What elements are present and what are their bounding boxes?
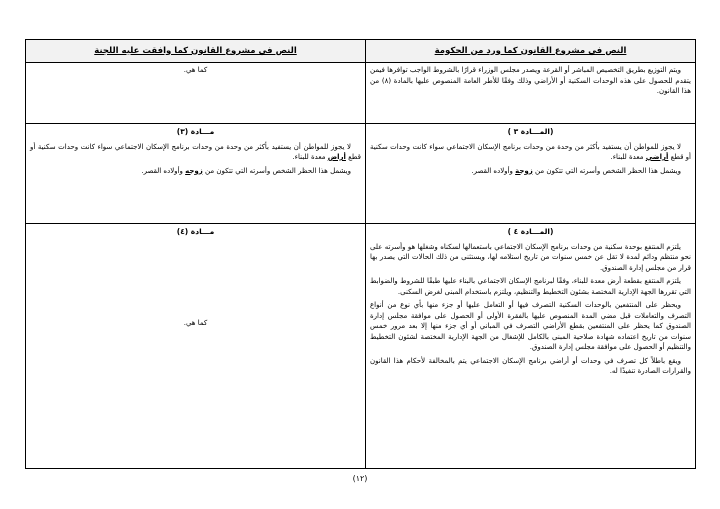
article4-gov-para2: يلتزم المنتفع بقطعة أرض معدة للبناء، وفقًا لبرنامج الإسكان الاجتماعي بالبناء عليها طبقًا للشروط والضوابط التي تقررها الجهة الإدارية المختصة بشئون التخطيط والتنظيم، ويلتزم باستخدام المبنى لغرض السكنى. [370, 277, 691, 296]
row1-committee-text: كما هي. [183, 66, 208, 74]
header-government-text: النص في مشروع القانون كما ورد من الحكومة [366, 40, 696, 63]
article4-com-title: مـــادة (٤) [176, 227, 215, 236]
table-row [26, 124, 696, 224]
table-row [26, 63, 696, 124]
row3-committee-cell [26, 224, 366, 469]
row1-government-text: ويتم التوزيع بطريق التخصيص المباشر أو القرعة ويصدر مجلس الوزراء قرارًا بالشروط الواجب توافرها فيمن يتقدم للحصول على هذه الوحدات السكنية أو الأراضي وذلك وفقًا للأطر العامة المنصوص عليها بالمادة (٨) من هذا القانون. [370, 66, 691, 95]
article4-gov-para4: ويقع باطلاً كل تصرف في وحدات أو أراضي برنامج الإسكان الاجتماعي يتم بالمخالفة لأحكام هذا القانون والقرارات الصادرة تنفيذًا له. [370, 356, 691, 375]
comparison-table [25, 39, 696, 469]
article3-gov-emph2: زوجة [515, 166, 533, 175]
row3-government-cell [366, 224, 696, 469]
article3-gov-emph1: أراضي [645, 153, 669, 161]
article3-gov-title: (المـــادة ٣ ) [507, 127, 554, 136]
article4-gov-para3: ويحظر على المنتفعين بالوحدات السكنية التصرف فيها أو التعامل عليها أو جزء منها بأي نوع من أنواع التصرف والتعاملات قبل مضي المدة المنصوص عليها بالفقرة الأولى أو الحصول على موافقة مجلس إدارة الصندوق كما يحظر على المنتفعين بقطع الأراضي التصرف في المباني أو أي جزء منها إلا بعد مرور خمس سنوات من تاريخ اعتماده شهادة صلاحية المبنى بالكامل للإشغال من الجهة الإدارية المختصة لشئون التخطيط والتنظيم أو الحصول على موافقة مجلس إدارة الصندوق. [370, 301, 691, 351]
table-row [26, 224, 696, 469]
article3-com-title: مـــادة (٣) [176, 127, 215, 136]
row2-government-cell [366, 124, 696, 224]
row1-government-cell [366, 63, 696, 124]
row1-committee-cell [26, 63, 366, 124]
article4-gov-title: (المـــادة ٤ ) [507, 227, 554, 236]
article3-com-emph2: زوجه [185, 166, 203, 175]
article3-gov-para1: لا يجوز للمواطن أن يستفيد بأكثر من وحدة من وحدات برنامج الإسكان الاجتماعي سواء كانت وحدات سكنية أو قطع أراضي معدة للبناء. [370, 142, 691, 161]
article3-com-para2: ويشمل هذا الحظر الشخص وأسرته التي تتكون من زوجه وأولاده القصر. [141, 166, 351, 175]
page-number: (١٢) [352, 474, 368, 483]
table-header-row [26, 40, 696, 63]
article4-gov-para1: يلتزم المنتفع بوحدة سكنية من وحدات برنامج الإسكان الاجتماعي باستعمالها لسكناه وشغلها هو وأسرته على نحو منتظم ودائم لمدة لا تقل عن خمس سنوات من تاريخ استلامه لها، ويستثنى من ذلك الحالات التي يصدر بها قرار من مجلس إدارة الصندوق. [370, 242, 691, 272]
header-committee-text: النص في مشروع القانون كما وافقت عليه اللجنة [26, 40, 366, 63]
row2-committee-cell [26, 124, 366, 224]
article3-com-emph1: أراض [327, 153, 346, 161]
article3-com-para1: لا يجوز للمواطن أن يستفيد بأكثر من وحدة من وحدات برنامج الإسكان الاجتماعي سواء كانت وحدات سكنية أو قطع أراض معدة للبناء. [30, 142, 361, 161]
article4-com-text: كما هي. [183, 318, 208, 327]
article3-gov-para2: ويشمل هذا الحظر الشخص وأسرته التي تتكون من زوجة وأولاده القصر. [471, 166, 681, 175]
